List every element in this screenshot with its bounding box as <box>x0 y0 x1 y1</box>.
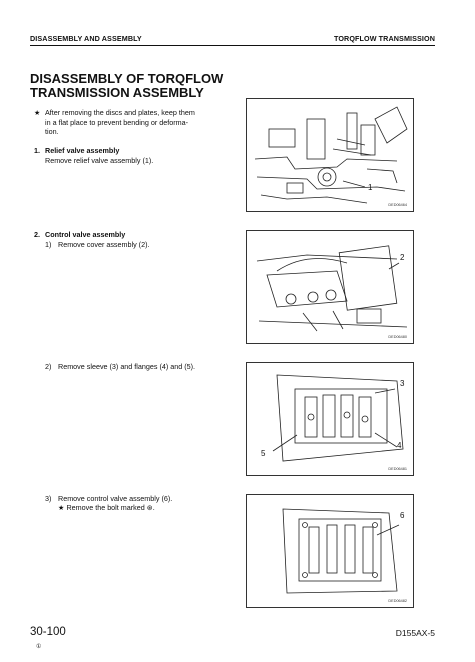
chapter-header: TORQFLOW TRANSMISSION <box>334 34 435 43</box>
header-rule <box>30 45 435 46</box>
step-1-heading: Relief valve assembly <box>45 146 120 155</box>
note-line-2: in a flat place to prevent bending or deforma- <box>45 117 189 127</box>
figure-sleeve-flanges <box>246 362 414 476</box>
model-name: D155AX-5 <box>395 628 435 638</box>
note-star-icon: ★ <box>34 108 41 117</box>
note-text <box>45 108 245 137</box>
step-1-text: Remove relief valve assembly (1). <box>45 156 154 165</box>
figure-1-id: DED06464 <box>388 203 407 207</box>
substep-3-note: ★ Remove the bolt marked ⊛. <box>58 503 155 512</box>
note-line-3: tion. <box>45 127 59 137</box>
note-line-1: After removing the discs and plates, keep them <box>45 108 195 117</box>
title-line-2: TRANSMISSION ASSEMBLY <box>30 85 204 100</box>
figure-3-id: DED06481 <box>388 467 407 471</box>
substep-1-number: 1) <box>45 240 52 249</box>
figure-3-callout-4: 4 <box>397 441 402 450</box>
step-2-number: 2. <box>34 230 40 239</box>
substep-3-number: 3) <box>45 494 52 503</box>
figure-control-valve <box>246 494 414 608</box>
sleeve-flanges-illustration <box>247 363 413 475</box>
substep-3-text: Remove control valve assembly (6). <box>58 494 173 503</box>
revision-mark: ① <box>36 644 42 650</box>
figure-1-callout-1: 1 <box>368 183 373 192</box>
figure-3-callout-5: 5 <box>261 449 266 458</box>
substep-2-text: Remove sleeve (3) and flanges (4) and (5). <box>58 362 196 371</box>
cover-assembly-illustration <box>247 231 413 343</box>
page-title <box>30 72 240 100</box>
title-line-1: DISASSEMBLY OF TORQFLOW <box>30 71 224 86</box>
substep-1-text: Remove cover assembly (2). <box>58 240 150 249</box>
figure-2-callout-2: 2 <box>400 253 405 262</box>
section-header: DISASSEMBLY AND ASSEMBLY <box>30 34 142 43</box>
control-valve-illustration <box>247 495 413 607</box>
figure-cover-assembly <box>246 230 414 344</box>
figure-4-id: DED06482 <box>388 599 407 603</box>
step-1-number: 1. <box>34 146 40 155</box>
figure-relief-valve <box>246 98 414 212</box>
figure-2-id: DED06480 <box>388 335 407 339</box>
step-2-heading: Control valve assembly <box>45 230 126 239</box>
figure-4-callout-6: 6 <box>400 511 405 520</box>
substep-2-number: 2) <box>45 362 52 371</box>
page-number: 30-100 <box>30 626 66 638</box>
figure-3-callout-3: 3 <box>400 379 405 388</box>
relief-valve-illustration <box>247 99 413 211</box>
